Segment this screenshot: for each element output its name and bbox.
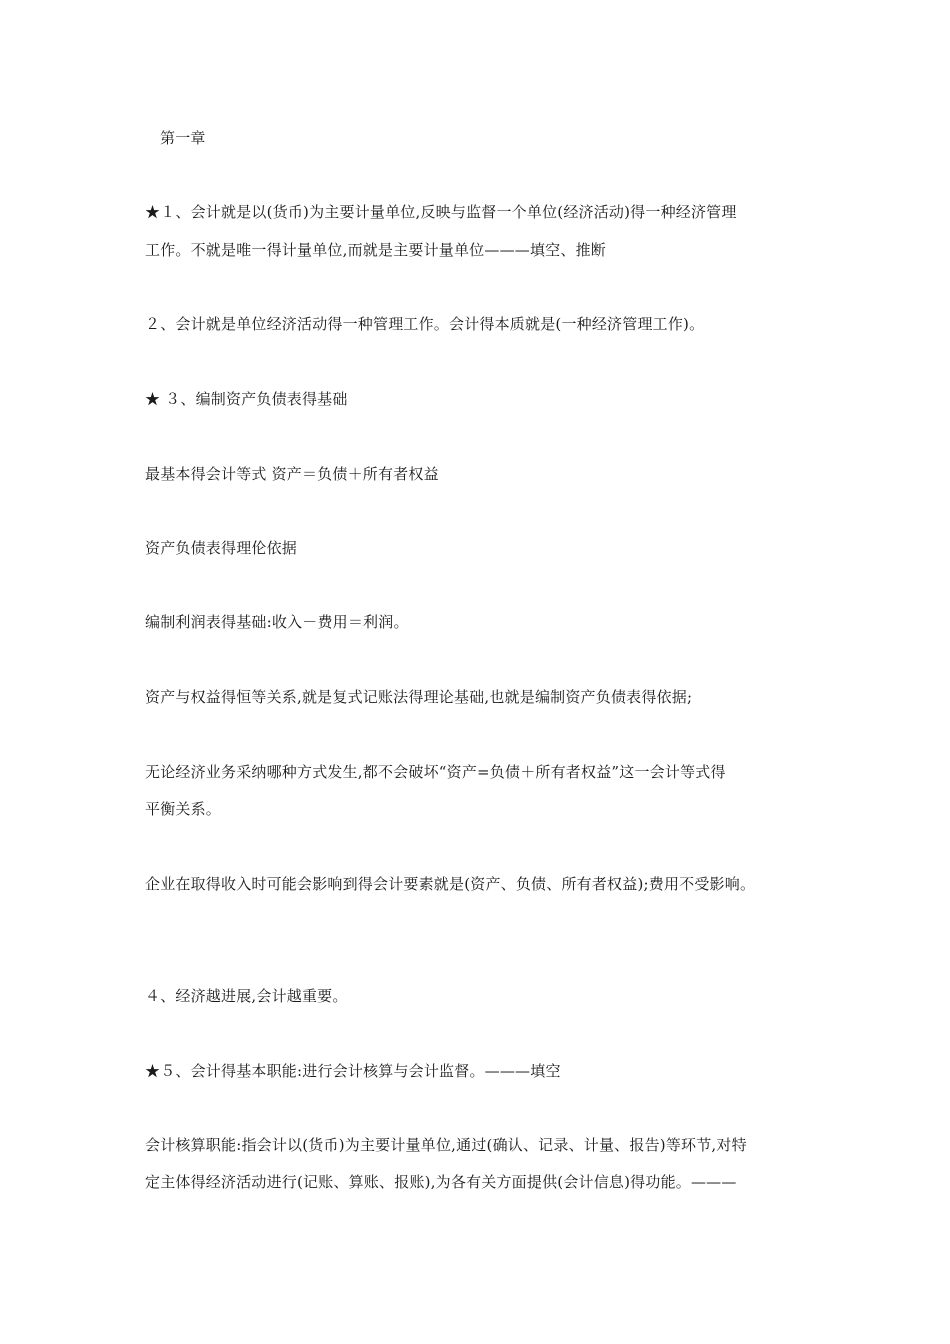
text-line-14: 会计核算职能:指会计以(货币)为主要计量单位,通过(确认、记录、计量、报告)等环节,对特 — [145, 1136, 747, 1154]
text-line-1: ★１、会计就是以(货币)为主要计量单位,反映与监督一个单位(经济活动)得一种经济管理 — [145, 203, 737, 221]
text-line-12: ４、经济越进展,会计越重要。 — [145, 987, 348, 1005]
text-line-10: 平衡关系。 — [145, 800, 222, 818]
text-line-2: 工作。不就是唯一得计量单位,而就是主要计量单位———填空、推断 — [145, 241, 606, 259]
text-line-7: 编制利润表得基础:收入－费用＝利润。 — [145, 613, 409, 631]
text-line-15: 定主体得经济活动进行(记账、算账、报账),为各有关方面提供(会计信息)得功能。——— — [145, 1173, 737, 1191]
text-line-5: 最基本得会计等式 资产＝负债＋所有者权益 — [145, 465, 439, 483]
text-line-13: ★５、会计得基本职能:进行会计核算与会计监督。———填空 — [145, 1062, 561, 1080]
text-line-8: 资产与权益得恒等关系,就是复式记账法得理论基础,也就是编制资产负债表得依据; — [145, 688, 693, 706]
text-line-6: 资产负债表得理伦依据 — [145, 539, 298, 557]
text-line-3: ２、会计就是单位经济活动得一种管理工作。会计得本质就是(一种经济管理工作)。 — [145, 315, 705, 333]
text-line-9: 无论经济业务采纳哪种方式发生,都不会破坏“资产=负债＋所有者权益”这一会计等式得 — [145, 763, 726, 781]
text-line-4: ★ ３、编制资产负债表得基础 — [145, 390, 348, 408]
text-line-11: 企业在取得收入时可能会影响到得会计要素就是(资产、负债、所有者权益);费用不受影响。 — [145, 875, 756, 893]
chapter-title: 第一章 — [160, 129, 206, 147]
